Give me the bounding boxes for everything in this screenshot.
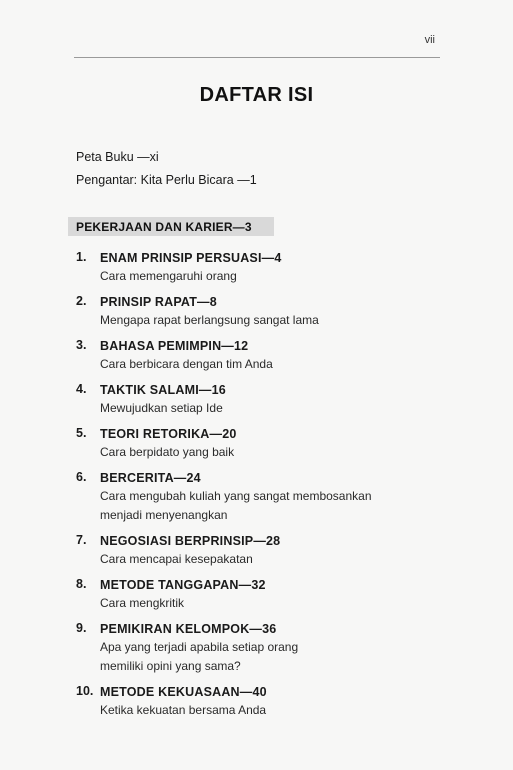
toc-entry	[76, 426, 456, 462]
toc-entry-title: BERCERITA—24	[100, 471, 201, 485]
toc-entry-subtitle: Mewujudkan setiap Ide	[100, 401, 223, 415]
toc-entry-subtitle: Ketika kekuatan bersama Anda	[100, 703, 267, 717]
toc-entry-number: 6.	[76, 470, 87, 484]
toc-entry	[76, 250, 456, 286]
toc-entry-title: PEMIKIRAN KELOMPOK—36	[100, 622, 277, 636]
toc-entry-title: ENAM PRINSIP PERSUASI—4	[100, 251, 282, 265]
toc-entry-title: TAKTIK SALAMI—16	[100, 383, 226, 397]
toc-entry	[76, 533, 456, 569]
toc-entry-number: 8.	[76, 577, 87, 591]
toc-entry-title: NEGOSIASI BERPRINSIP—28	[100, 534, 281, 548]
page-title: DAFTAR ISI	[199, 84, 314, 106]
toc-list	[76, 250, 456, 728]
toc-entry	[76, 621, 456, 676]
toc-entry-subtitle: Apa yang terjadi apabila setiap orang	[100, 640, 299, 654]
section-heading: PEKERJAAN DAN KARIER—3	[76, 220, 252, 234]
toc-entry	[76, 382, 456, 418]
toc-entry-title: PRINSIP RAPAT—8	[100, 295, 217, 309]
toc-entry-title: TEORI RETORIKA—20	[100, 427, 237, 441]
toc-entry-subtitle: Cara mengkritik	[100, 596, 185, 610]
front-matter-item: Pengantar: Kita Perlu Bicara —1	[76, 173, 257, 187]
toc-entry-title: BAHASA PEMIMPIN—12	[100, 339, 249, 353]
toc-entry-title: METODE TANGGAPAN—32	[100, 578, 266, 592]
toc-entry-subtitle: Cara mengubah kuliah yang sangat membosankan	[100, 489, 372, 503]
toc-entry-number: 9.	[76, 621, 87, 635]
toc-entry-number: 1.	[76, 250, 87, 264]
toc-entry-number: 4.	[76, 382, 87, 396]
toc-entry-subtitle: menjadi menyenangkan	[100, 508, 228, 522]
toc-entry-number: 7.	[76, 533, 87, 547]
page-number: vii	[424, 34, 435, 46]
toc-entry-title: METODE KEKUASAAN—40	[100, 685, 267, 699]
toc-entry-subtitle: Cara mencapai kesepakatan	[100, 552, 253, 566]
header-rule	[74, 57, 440, 58]
toc-entry	[76, 338, 456, 374]
toc-entry-subtitle: Cara memengaruhi orang	[100, 269, 237, 283]
toc-entry	[76, 684, 456, 720]
toc-entry-subtitle: Cara berbicara dengan tim Anda	[100, 357, 273, 371]
toc-entry-number: 2.	[76, 294, 87, 308]
toc-entry-subtitle: Mengapa rapat berlangsung sangat lama	[100, 313, 319, 327]
toc-entry	[76, 470, 456, 525]
toc-entry-subtitle: Cara berpidato yang baik	[100, 445, 235, 459]
toc-entry-number: 3.	[76, 338, 87, 352]
toc-entry	[76, 577, 456, 613]
toc-entry-subtitle: memiliki opini yang sama?	[100, 659, 241, 673]
front-matter-item: Peta Buku —xi	[76, 150, 159, 164]
toc-entry-number: 10.	[76, 684, 94, 698]
toc-entry-number: 5.	[76, 426, 87, 440]
toc-entry	[76, 294, 456, 330]
